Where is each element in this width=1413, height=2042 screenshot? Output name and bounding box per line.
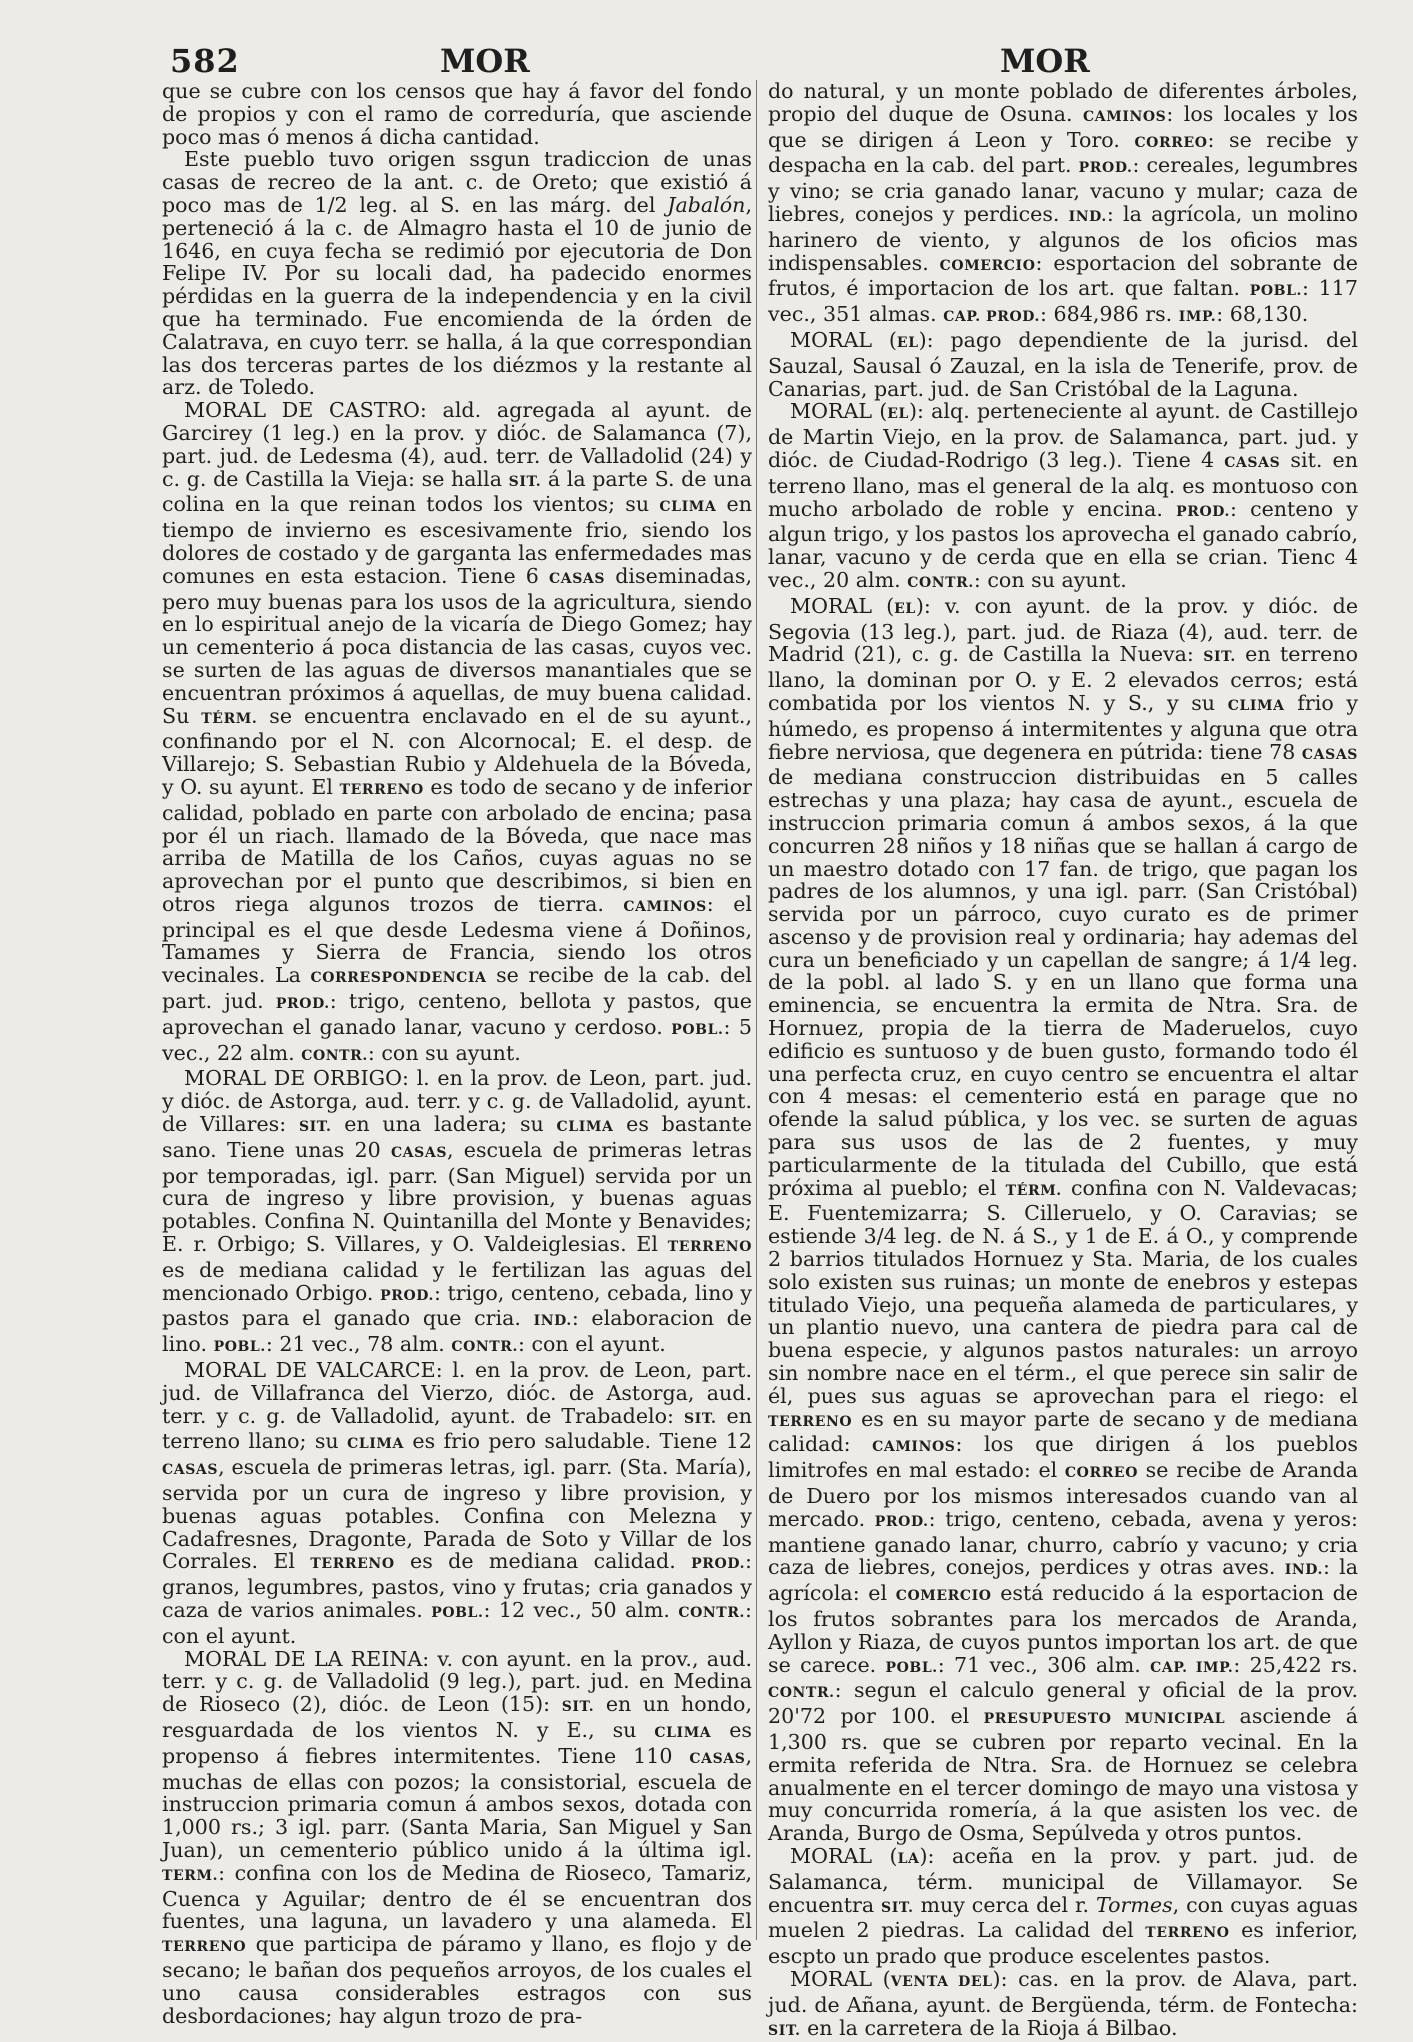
small-caps-label: PROD.: [380, 1287, 434, 1304]
entry-text: : trigo, centeno, bellota y pastos, que aprovechan el ganado lanar, vacuno y cerdoso.: [162, 989, 752, 1039]
entry-paragraph: [768, 1968, 1358, 2042]
entry-text: que participa de páramo y llano, es flojo y de secano; le bañan dos pequeños arroyos, de los cuales el uno causa considerables estragos con sus desbordaciones; hay algun trozo de pra-: [162, 1932, 752, 2028]
small-caps-label: CLIMA: [659, 499, 717, 516]
small-caps-label: CASAS: [1301, 746, 1358, 763]
small-caps-label: CLIMA: [556, 1119, 614, 1136]
small-caps-label: TERRENO: [667, 1239, 752, 1256]
entry-text: ): aceña en la prov. y part. jud. de Salamanca, térm. municipal de Villamayor. Se encuentra: [768, 1843, 1358, 1917]
entry-text: MORAL (: [790, 327, 897, 352]
running-head-left: MOR: [440, 42, 530, 80]
small-caps-label: CORREO: [1064, 1465, 1138, 1482]
small-caps-label: CLIMA: [1227, 697, 1285, 714]
small-caps-label: SIT.: [561, 1699, 595, 1716]
entry-text: es todo de secano y de inferior calidad, poblado en parte con arbolado de encina; pasa por él un riach. llamado de la Bóveda, que nace mas arriba de Matilla de los Caños, cuyas aguas no se aprovechan por el punto que describimos, si bien en otros riega algunos trozos de tierra.: [162, 774, 752, 916]
small-caps-label: TERRENO: [339, 781, 424, 798]
entry-text: do natural, y un monte poblado de diferentes árboles, propio del duque de Osuna.: [768, 79, 1358, 126]
entry-text: : trigo, centeno, cebada, avena y yeros: mantiene ganado lanar, churro, cabrío y vacuno; y cria caza de liebres, conejos, perdices y otras aves.: [768, 1506, 1358, 1580]
small-caps-label: CONTR.: [768, 1685, 835, 1702]
small-caps-label: PROD.: [275, 996, 330, 1013]
entry-text: : 71 vec., 306 alm.: [937, 1652, 1151, 1677]
small-caps-label: COMERCIO: [895, 1588, 992, 1605]
entry-text: : granos, legumbres, pastos, vino y frutas; cria ganados y caza de varios animales.: [162, 1549, 752, 1622]
entry-text: en tiempo de invierno es escesivamente frio, siendo los dolores de costado y de garganta las enfermedades mas comunes en esta estacion. Tiene 6: [162, 492, 753, 588]
entry-text: asciende á 1,300 rs. que se cubren por reparto vecinal. En la ermita referida de Ntra. Sra. de Hornuez se celebra anualmente en el tercer domingo de mayo una vistosa y muy concurrida romería, á la que asisten los vec. de Aranda, Burgo de Osma, Sepúlveda y otros puntos.: [768, 1704, 1358, 1846]
right-column: [768, 79, 1359, 2040]
entry-text: : esportacion del sobrante de frutos, é importacion de los art. que faltan.: [768, 250, 1358, 301]
entry-text: sit. en terreno llano, mas el general de la alq. es montuoso con mucho arbolado de roble y encina.: [768, 447, 1358, 521]
entry-paragraph: [768, 400, 1358, 594]
entry-text: : confina con los de Medina de Rioseco, Tamariz, Cuenca y Aguilar; dentro de él se encuentran dos fuentes, una laguna, un lavadero y una alameda. El: [162, 1860, 752, 1934]
entry-paragraph: [768, 80, 1358, 329]
entry-text: : 68,130.: [1216, 302, 1309, 327]
small-caps-label: CAMINOS: [872, 1439, 956, 1456]
small-caps-label: EL: [896, 334, 919, 351]
small-caps-label: TÉRM.: [1005, 1182, 1062, 1199]
entry-paragraph: [162, 1359, 752, 1648]
entry-text: MORAL (: [790, 399, 888, 424]
entry-text: : los locales y los que se dirigen á Leon y Toro.: [768, 101, 1358, 152]
entry-text: es propenso á fiebres intermitentes. Tiene 110: [162, 1717, 752, 1768]
entry-paragraph: [162, 80, 752, 148]
entry-text: , perteneció á la c. de Almagro hasta el 10 de junio de 1646, en cuya fecha se redimió por ejecutoria de Don Felipe IV. Por su locali dad, ha padecido enormes pérdidas en la guerra de la independencia y en la civil que ha terminado. Fue encomienda de la órden de Calatrava, en cuyo terr. se halla, á la que correspondian las dos terceras partes de los diézmos y la restante al arz. de Toledo.: [162, 192, 752, 400]
small-caps-label: POBL.: [885, 1659, 938, 1676]
entry-paragraph: [162, 1067, 752, 1359]
entry-text: en una ladera; su: [331, 1112, 557, 1137]
small-caps-label: CASAS: [549, 570, 606, 587]
entry-text: se recibe de la cab. del part. jud.: [162, 963, 752, 1014]
italic-text: Tormes: [1096, 1892, 1173, 1917]
entry-text: es de mediana calidad.: [394, 1549, 692, 1574]
entry-text: : la agrícola, un molino harinero de viento, y algunos de los oficios mas indispensables.: [768, 201, 1358, 275]
entry-text: en un hondo, resguardada de los vientos N. y E., su: [162, 1692, 753, 1742]
page-number: 582: [170, 42, 240, 80]
entry-text: : el principal es el que desde Ledesma viene á Doñinos, Tamames y Sierra de Francia, siendo los otros vecinales. La: [162, 891, 752, 988]
small-caps-label: PROD.: [691, 1556, 746, 1573]
entry-text: se recibe de Aranda de Duero por los mismos interesados cuando van al mercado.: [768, 1458, 1358, 1531]
small-caps-label: CAP. PROD.: [943, 309, 1041, 326]
column-divider: [756, 80, 757, 1940]
entry-text: MORAL DE VALCARCE: l. en la prov. de Leon, part. jud. de Villafranca del Vierzo, dióc. de Astorga, aud. terr. y c. g. de Valladolid, ayunt. de Trabadelo:: [162, 1358, 752, 1428]
entry-text: MORAL (: [790, 593, 895, 618]
small-caps-label: PROD.: [1078, 160, 1133, 177]
entry-paragraph: [162, 148, 752, 399]
small-caps-label: CAMINOS: [623, 898, 707, 915]
entry-text: : 21 vec., 78 alm.: [265, 1332, 452, 1357]
entry-text: se encuentra enclavado en el de su ayunt., confinando por el N. con Alcornocal; E. el desp. de Villarejo; S. Sebastian Rubio y Aldehuela de la Bóveda, y O. su ayunt. El: [162, 703, 753, 799]
small-caps-label: SIT.: [508, 473, 542, 490]
entry-text: es en su mayor parte de secano y de mediana calidad:: [768, 1406, 1358, 1457]
small-caps-label: VENTA DEL: [890, 1973, 993, 1990]
small-caps-label: IND.: [1284, 1562, 1323, 1579]
small-caps-label: POBL.: [1249, 283, 1303, 300]
small-caps-label: CASAS: [390, 1144, 448, 1161]
small-caps-label: POBL.: [671, 1021, 724, 1038]
italic-text: Jabalón: [667, 192, 746, 217]
entry-text: diseminadas, pero muy buenas para los usos de la agricultura, siendo en lo espiritual anejo de la vicaría de Diego Gomez; hay un cementerio á poca distancia de las casas, cuyos vec. se surten de las aguas de diversos manantiales que se encuentran próximos á aquellas, de muy buena calidad. Su: [162, 563, 752, 728]
entry-text: : los que dirigen á los pueblos limitrofes en mal estado: el: [768, 1432, 1358, 1483]
small-caps-label: TERRENO: [162, 1939, 247, 1956]
entry-text: de mediana construccion distribuidas en 5 calles estrechas y una plaza; hay casa de ayunt., escuela de instruccion primaria comun á ambos sexos, á la que concurren 28 niños y 18 niñas que se hallan á cargo de un maestro dotado con 17 fan. de trigo, que pagan los padres de los alumnos, y una igl. parr. (San Cristóbal) servida por un párroco, cuyo curato es de primer ascenso y de provision real y ordinaria; hay ademas del cura un beneficiado y un capellan de sangre; á 1/4 leg. de la pobl. al lado S. y en un llano que forma una eminencia, se encuentra la ermita de Ntra. Sra. de Hornuez, propia de la tierra de Maderuelos, cuyo edificio es suntuoso y de buen gusto, formando todo él una perfecta cruz, en cuyo centro se encuentra el altar con 4 mesas: el cementerio está en parage que no ofende la salud pública, y los vec. se surten de aguas para sus usos de las de 2 fuentes, y muy particularmente de la titulada del Cubillo, que está próxima al pueblo; el: [768, 765, 1358, 1200]
small-caps-label: TERRENO: [310, 1556, 395, 1573]
small-caps-label: SIT.: [768, 2022, 801, 2039]
left-column: [162, 79, 753, 2028]
entry-text: en terreno llano, la dominan por O. y E. 2 elevados cerros; está combatida por los vientos N. y S., y su: [768, 642, 1358, 715]
small-caps-label: COMERCIO: [939, 257, 1036, 274]
small-caps-label: POBL.: [213, 1339, 266, 1356]
entry-text: muy cerca del r.: [913, 1892, 1096, 1917]
entry-text: ): cas. en la prov. de Alava, part. jud. de Añana, ayunt. de Bergüenda, térm. de Fontecha:: [768, 1966, 1358, 2017]
small-caps-label: SIT.: [298, 1119, 332, 1136]
small-caps-label: CONTR.: [907, 574, 974, 591]
entry-text: : segun el calculo general y oficial de la prov. 20'72 por 100. el: [768, 1678, 1358, 1729]
entry-text: es inferior, escpto un prado que produce escelentes pastos.: [768, 1918, 1358, 1969]
small-caps-label: CAP. IMP.: [1150, 1659, 1234, 1676]
entry-text: : se recibe y despacha en la cab. del part.: [768, 127, 1358, 178]
entry-paragraph: [162, 399, 752, 1067]
small-caps-label: PROD.: [1176, 503, 1230, 520]
entry-text: : 12 vec., 50 alm.: [483, 1598, 679, 1622]
small-caps-label: SIT.: [683, 1410, 717, 1427]
entry-text: : centeno y algun trigo, y los pastos los aprovecha el ganado cabrío, lanar, vacuno y de cerda que en ella se crian. Tienc 4 vec., 20 alm.: [768, 496, 1358, 592]
entry-text: está reducido á la esportacion de los frutos sobrantes para los mercados de Aranda, Ayllon y Riaza, de cuyos puntos importan los art. de que se carece.: [768, 1581, 1358, 1677]
entry-text: ): v. con ayunt. de la prov. y dióc. de Segovia (13 leg.), part. jud. de Riaza (4), aud. terr. de Madrid (21), c. g. de Castilla la Nueva:: [768, 593, 1359, 667]
small-caps-label: CLIMA: [654, 1724, 712, 1741]
entry-paragraph: [162, 1648, 752, 2028]
entry-text: es bastante sano. Tiene unas 20: [162, 1112, 752, 1162]
entry-text: : con el ayunt.: [518, 1332, 666, 1357]
entry-text: ): pago dependiente de la jurisd. del Sauzal, Sausal ó Zauzal, en la isla de Tenerife, prov. de Canarias, part. jud. de San Cristóbal de la Laguna.: [768, 327, 1359, 401]
entry-text: : 117 vec., 351 almas.: [768, 276, 1358, 327]
small-caps-label: PROD.: [874, 1513, 929, 1530]
entry-text: : con su ayunt.: [367, 1040, 521, 1065]
entry-text: : elaboracion de lino.: [162, 1306, 752, 1357]
small-caps-label: TÉRM.: [201, 710, 258, 727]
entry-text: , muchas de ellas con pozos; la consistorial, escuela de instruccion primaria comun á ambos sexos, dotada con 1,000 rs.; 3 igl. parr. (Santa Maria, San Miguel y San Juan), un cementerio público unido á la última igl.: [162, 1743, 752, 1862]
entry-text: á la parte S. de una colina en la que reinan todos los vientos; su: [162, 466, 752, 517]
small-caps-label: TERRENO: [1145, 1925, 1230, 1942]
entry-text: : 5 vec., 22 alm.: [162, 1014, 752, 1065]
small-caps-label: EL: [887, 406, 909, 423]
small-caps-label: CLIMA: [347, 1436, 404, 1453]
entry-text: , escuela de primeras letras por temporadas, igl. parr. (San Miguel) servida por un cura de ingreso y libre provision, y buenas aguas potables. Confina N. Quintanilla del Monte y Benavides; E. r. Orbigo; S. Villares, y O. Valdeiglesias. El: [162, 1137, 753, 1257]
small-caps-label: SIT.: [881, 1899, 914, 1916]
small-caps-label: IMP.: [1178, 309, 1217, 326]
entry-text: en terreno llano; su: [162, 1403, 752, 1454]
entry-text: MORAL DE ORBIGO: l. en la prov. de Leon, part. jud. y dióc. de Astorga, aud. terr. y c. g. de Valladolid, ayunt. de Villares:: [162, 1066, 752, 1137]
entry-text: MORAL DE CASTRO: ald. agregada al ayunt. de Garcirey (1 leg.) en la prov. y dióc. de Salamanca (7), part. jud. de Ledesma (4), aud. terr. de Valladolid (24) y c. g. de Castilla la Vieja: se halla: [162, 398, 752, 491]
small-caps-label: EL: [894, 600, 916, 617]
small-caps-label: CASAS: [689, 1750, 746, 1767]
entry-text: : con el ayunt.: [162, 1598, 752, 1648]
small-caps-label: IND.: [533, 1313, 572, 1330]
entry-text: que se cubre con los censos que hay á favor del fondo de propios y con el ramo de correduría, que asciende poco mas ó menos á dicha cantidad.: [162, 79, 752, 149]
entry-text: : 25,422 rs.: [1233, 1652, 1358, 1677]
small-caps-label: CASAS: [162, 1462, 219, 1479]
entry-text: es frio pero saludable. Tiene 12: [403, 1429, 752, 1454]
running-header: [170, 42, 1400, 84]
small-caps-label: POBL.: [431, 1605, 484, 1621]
small-caps-label: CAMINOS: [1083, 108, 1167, 125]
small-caps-label: CORREO: [1134, 134, 1208, 151]
entry-text: ): alq. perteneciente al ayunt. de Castillejo de Martin Viejo, en la prov. de Salamanca, part. jud. y dióc. de Ciudad-Rodrigo (3 leg.). Tiene 4: [768, 399, 1359, 472]
small-caps-label: TERRENO: [768, 1413, 853, 1430]
entry-paragraph: [768, 1845, 1358, 1968]
small-caps-label: CONTR.: [301, 1047, 368, 1064]
running-head-right: MOR: [1000, 42, 1090, 80]
small-caps-label: CASAS: [1224, 454, 1281, 471]
entry-text: confina con N. Valdevacas; E. Fuentemizarra; S. Cilleruelo, y O. Caravias; se estiende 3/4 leg. de N. á S., y 1 de E. á O., y comprende 2 barrios titulados Hornuez y Sta. Maria, de los cuales solo existen sus ruinas; un monte de enebros y estepas titulado Viejo, una pequeña alameda de particulares, y un plantio nuevo, una cantera de piedra para cal de buena especie, y algunos pastos naturales: un arroyo sin nombre nace en el térm., el que perece sin salir de él, pues sus aguas se aprovechan para el riego: el: [768, 1175, 1358, 1408]
entry-text: : 684,986 rs.: [1040, 302, 1179, 327]
small-caps-label: TERM.: [162, 1867, 219, 1884]
small-caps-label: IND.: [1068, 208, 1107, 225]
entry-text: frio y húmedo, es propenso á intermitentes y alguna que otra fiebre nerviosa, que degenera en pútrida: tiene 78: [768, 690, 1358, 764]
small-caps-label: PRESUPUESTO MUNICIPAL: [983, 1711, 1226, 1728]
entry-text: MORAL (: [790, 1843, 898, 1868]
entry-paragraph: [768, 595, 1358, 1845]
entry-text: : con su ayunt.: [973, 567, 1127, 592]
entry-text: : trigo, centeno, cebada, lino y pastos para el ganado que cria.: [162, 1280, 752, 1331]
entry-text: , escuela de primeras letras, igl. parr. (Sta. María), servida por un cura de ingreso y libre provision, y buenas aguas potables. Confina con Melezna y Cadafresnes, Dragonte, Parada de Soto y Villar de los Corrales. El: [162, 1455, 752, 1574]
entry-text: en la carretera de la Rioja á Bilbao.: [800, 2015, 1178, 2040]
small-caps-label: CONTR.: [451, 1339, 518, 1356]
entry-text: es de mediana calidad y le fertilizan las aguas del mencionado Orbigo.: [162, 1257, 752, 1305]
entry-text: Este pueblo tuvo origen ssgun tradiccion de unas casas de recreo de la ant. c. de Oreto; que existió á poco mas de 1/2 leg. al S. en las márg. del: [162, 147, 752, 217]
entry-text: : la agrícola: el: [768, 1555, 1358, 1606]
entry-text: : cereales, legumbres y vino; se cria ganado lanar, vacuno y mular; caza de liebres, conejos y perdices.: [768, 153, 1358, 226]
entry-text: , con cuyas aguas muelen 2 piedras. La calidad del: [768, 1892, 1358, 1943]
entry-paragraph: [768, 329, 1358, 400]
entry-text: MORAL DE LA REINA: v. con ayunt. en la prov., aud. terr. y c. g. de Valladolid (9 leg.), part. jud. en Medina de Rioseco (2), dióc. de Leon (15):: [162, 1646, 752, 1717]
small-caps-label: SIT.: [1203, 649, 1236, 666]
small-caps-label: LA: [897, 1850, 920, 1867]
small-caps-label: CONTR.: [678, 1605, 746, 1621]
small-caps-label: CORRESPONDENCIA: [310, 970, 487, 987]
entry-text: MORAL (: [790, 1966, 891, 1991]
